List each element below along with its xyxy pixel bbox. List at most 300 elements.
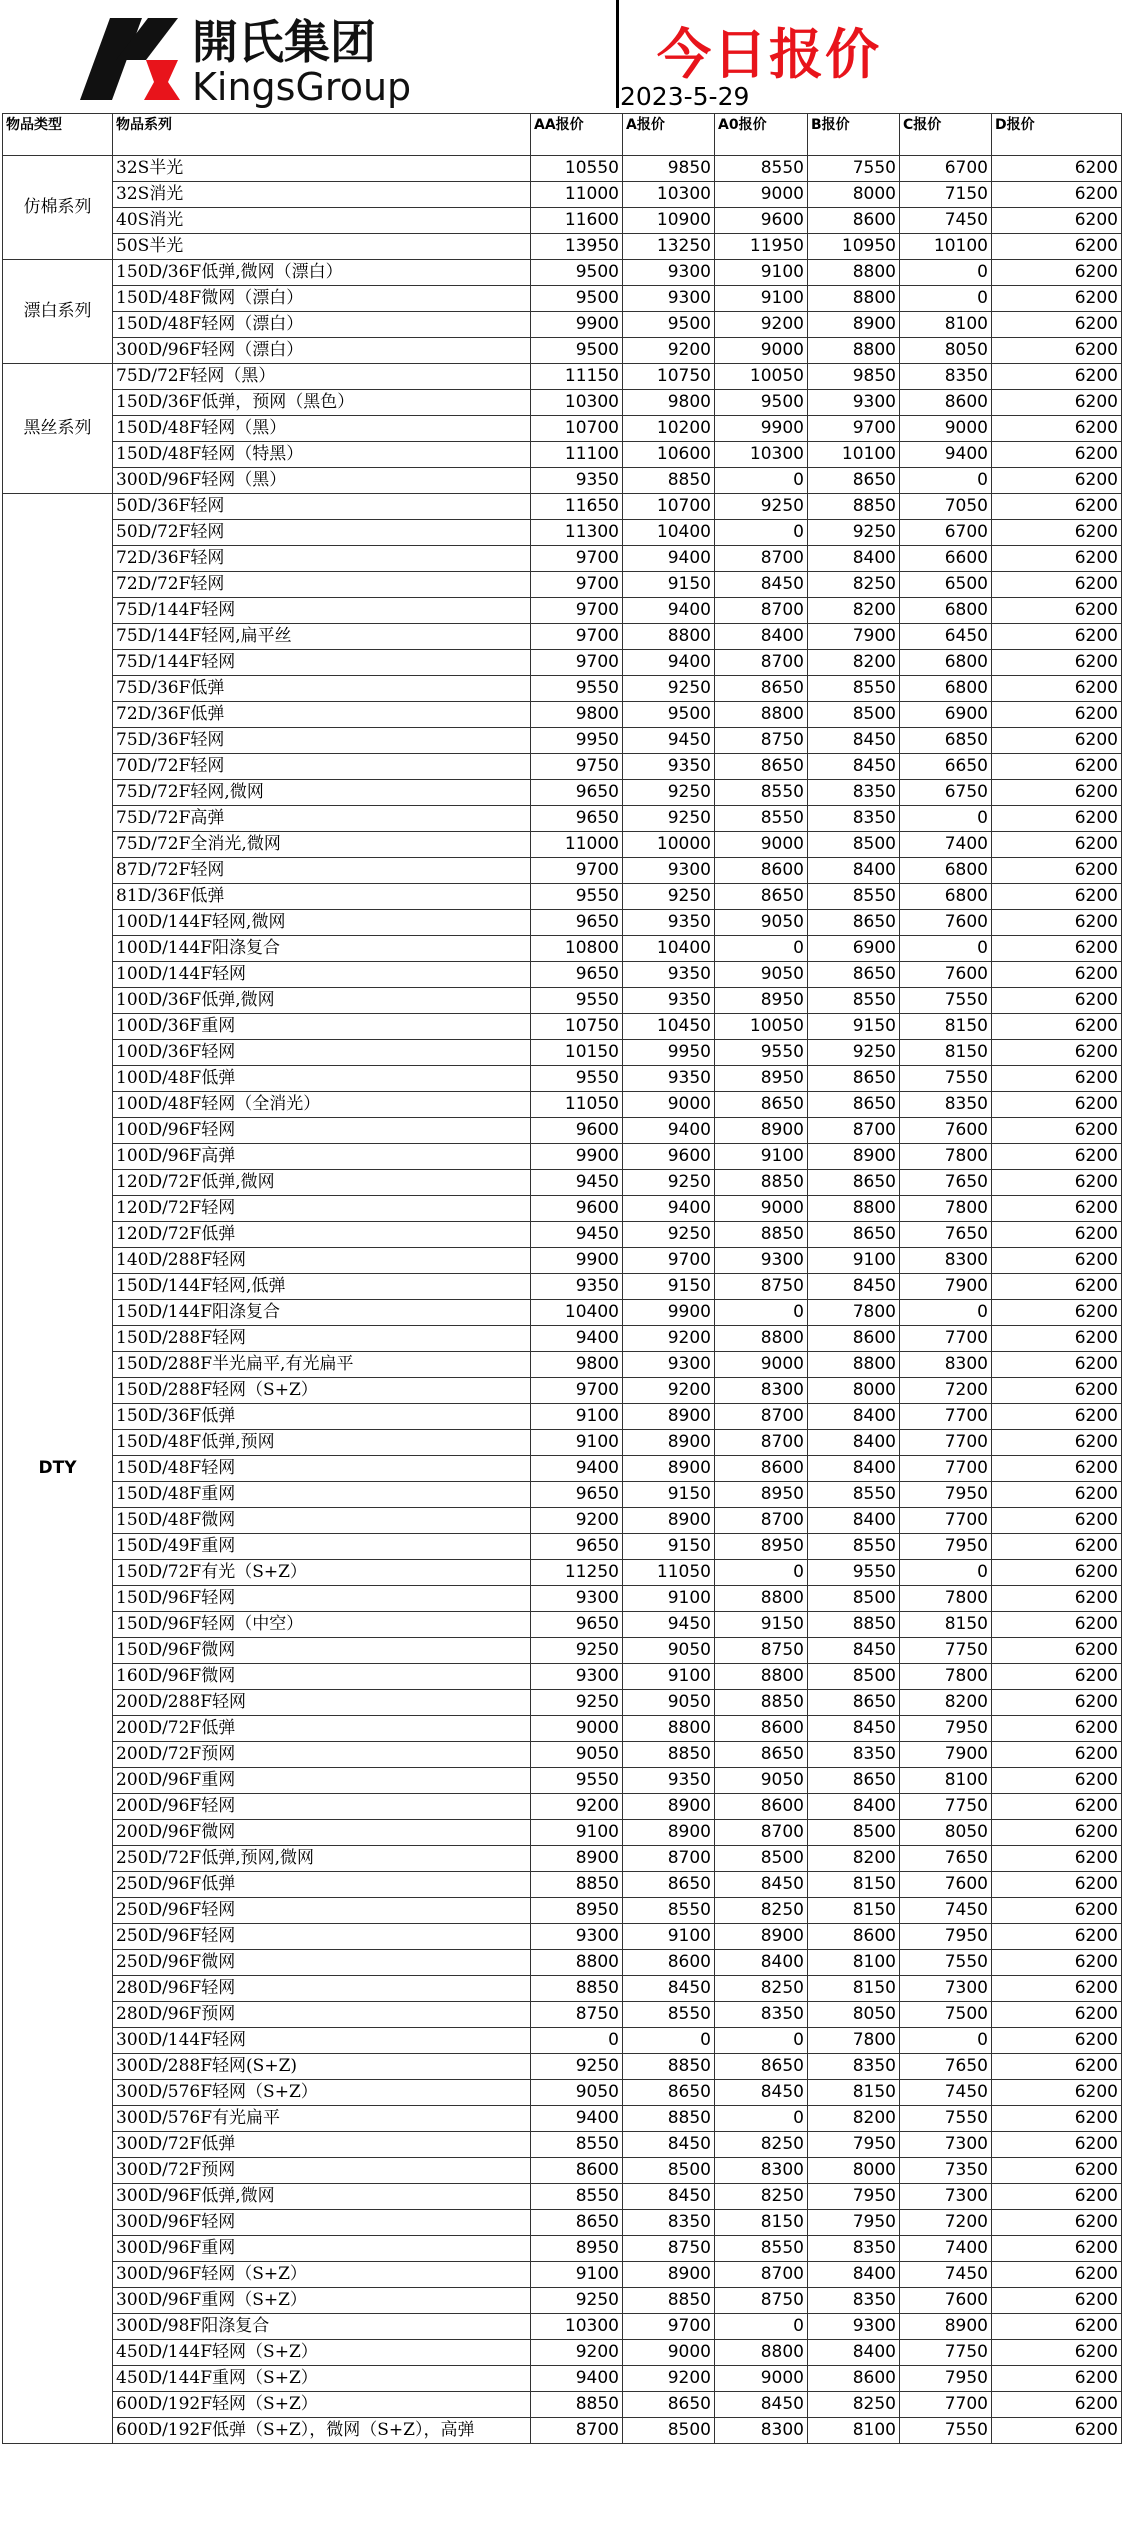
price-cell: 8900 bbox=[623, 1430, 715, 1456]
product-name-cell: 300D/72F低弹 bbox=[113, 2132, 531, 2158]
price-cell: 8650 bbox=[808, 1768, 900, 1794]
price-cell: 9700 bbox=[623, 2314, 715, 2340]
price-cell: 9300 bbox=[531, 1664, 623, 1690]
category-cell: 黑丝系列 bbox=[3, 364, 113, 494]
table-row bbox=[3, 598, 1122, 624]
price-cell: 6200 bbox=[992, 2002, 1122, 2028]
price-cell: 11000 bbox=[531, 182, 623, 208]
table-row bbox=[3, 962, 1122, 988]
price-cell: 8150 bbox=[900, 1040, 992, 1066]
price-cell: 8950 bbox=[715, 1066, 808, 1092]
price-cell: 7550 bbox=[808, 156, 900, 182]
price-cell: 9250 bbox=[623, 780, 715, 806]
price-cell: 0 bbox=[900, 806, 992, 832]
product-name-cell: 100D/96F轻网 bbox=[113, 1118, 531, 1144]
table-row bbox=[3, 2106, 1122, 2132]
price-cell: 9900 bbox=[715, 416, 808, 442]
price-cell: 0 bbox=[715, 1560, 808, 1586]
price-cell: 6200 bbox=[992, 806, 1122, 832]
price-cell: 8400 bbox=[808, 1794, 900, 1820]
product-name-cell: 200D/96F重网 bbox=[113, 1768, 531, 1794]
product-name-cell: 300D/144F轻网 bbox=[113, 2028, 531, 2054]
price-cell: 8650 bbox=[808, 1092, 900, 1118]
price-cell: 8100 bbox=[900, 312, 992, 338]
product-name-cell: 150D/288F轻网 bbox=[113, 1326, 531, 1352]
price-cell: 8300 bbox=[715, 2158, 808, 2184]
price-cell: 6200 bbox=[992, 910, 1122, 936]
price-cell: 10100 bbox=[900, 234, 992, 260]
price-cell: 9100 bbox=[715, 1144, 808, 1170]
price-cell: 9700 bbox=[531, 598, 623, 624]
product-name-cell: 300D/98F阳涤复合 bbox=[113, 2314, 531, 2340]
price-cell: 7150 bbox=[900, 182, 992, 208]
price-cell: 9450 bbox=[623, 1612, 715, 1638]
price-cell: 0 bbox=[900, 260, 992, 286]
price-cell: 9250 bbox=[531, 1690, 623, 1716]
price-cell: 8500 bbox=[808, 832, 900, 858]
price-cell: 8850 bbox=[808, 494, 900, 520]
price-cell: 9000 bbox=[623, 1092, 715, 1118]
price-cell: 8900 bbox=[808, 312, 900, 338]
price-cell: 7900 bbox=[808, 624, 900, 650]
category-cell: DTY bbox=[3, 494, 113, 2444]
table-row bbox=[3, 572, 1122, 598]
price-cell: 10600 bbox=[623, 442, 715, 468]
table-row bbox=[3, 832, 1122, 858]
table-row bbox=[3, 2418, 1122, 2444]
price-cell: 11050 bbox=[623, 1560, 715, 1586]
table-row bbox=[3, 910, 1122, 936]
price-cell: 7800 bbox=[900, 1196, 992, 1222]
price-cell: 7550 bbox=[900, 1066, 992, 1092]
price-cell: 9200 bbox=[531, 2340, 623, 2366]
product-name-cell: 100D/96F高弹 bbox=[113, 1144, 531, 1170]
table-row bbox=[3, 1482, 1122, 1508]
price-cell: 8550 bbox=[715, 156, 808, 182]
price-cell: 8500 bbox=[808, 702, 900, 728]
price-cell: 6200 bbox=[992, 1326, 1122, 1352]
price-cell: 9550 bbox=[531, 676, 623, 702]
price-cell: 9050 bbox=[715, 910, 808, 936]
price-cell: 9250 bbox=[623, 884, 715, 910]
price-cell: 8600 bbox=[715, 858, 808, 884]
price-cell: 9600 bbox=[531, 1196, 623, 1222]
price-cell: 6200 bbox=[992, 1690, 1122, 1716]
price-cell: 0 bbox=[900, 468, 992, 494]
price-cell: 6800 bbox=[900, 650, 992, 676]
price-cell: 6200 bbox=[992, 832, 1122, 858]
page-title: 今日报价 bbox=[657, 23, 881, 86]
price-cell: 9300 bbox=[808, 2314, 900, 2340]
price-cell: 6200 bbox=[992, 1404, 1122, 1430]
price-cell: 8700 bbox=[623, 1846, 715, 1872]
price-cell: 9650 bbox=[531, 806, 623, 832]
price-cell: 8900 bbox=[623, 2262, 715, 2288]
price-cell: 9600 bbox=[531, 1118, 623, 1144]
product-name-cell: 150D/48F低弹,预网 bbox=[113, 1430, 531, 1456]
price-cell: 8150 bbox=[808, 1898, 900, 1924]
product-name-cell: 32S半光 bbox=[113, 156, 531, 182]
price-cell: 8850 bbox=[623, 2288, 715, 2314]
price-cell: 9100 bbox=[623, 1664, 715, 1690]
product-name-cell: 150D/48F微网（漂白） bbox=[113, 286, 531, 312]
price-cell: 9150 bbox=[808, 1014, 900, 1040]
table-row bbox=[3, 1586, 1122, 1612]
price-cell: 6200 bbox=[992, 468, 1122, 494]
price-cell: 9000 bbox=[715, 2366, 808, 2392]
price-cell: 7050 bbox=[900, 494, 992, 520]
price-cell: 8150 bbox=[808, 1976, 900, 2002]
table-row bbox=[3, 208, 1122, 234]
product-name-cell: 150D/49F重网 bbox=[113, 1534, 531, 1560]
price-cell: 7950 bbox=[900, 1534, 992, 1560]
price-cell: 8950 bbox=[531, 2236, 623, 2262]
price-cell: 8950 bbox=[715, 1482, 808, 1508]
price-cell: 9000 bbox=[715, 1352, 808, 1378]
price-cell: 8500 bbox=[715, 1846, 808, 1872]
price-cell: 6600 bbox=[900, 546, 992, 572]
table-row bbox=[3, 338, 1122, 364]
price-cell: 6200 bbox=[992, 1742, 1122, 1768]
price-cell: 6200 bbox=[992, 1092, 1122, 1118]
price-cell: 8950 bbox=[531, 1898, 623, 1924]
price-cell: 8800 bbox=[715, 1664, 808, 1690]
product-name-cell: 150D/36F低弹,微网（漂白） bbox=[113, 260, 531, 286]
price-cell: 8800 bbox=[531, 1950, 623, 1976]
price-cell: 8550 bbox=[808, 884, 900, 910]
price-cell: 7200 bbox=[900, 1378, 992, 1404]
price-cell: 8550 bbox=[623, 1898, 715, 1924]
table-row bbox=[3, 2158, 1122, 2184]
table-row bbox=[3, 702, 1122, 728]
price-cell: 10750 bbox=[623, 364, 715, 390]
price-cell: 6200 bbox=[992, 1118, 1122, 1144]
col-header-b: B报价 bbox=[808, 114, 900, 156]
price-cell: 8450 bbox=[623, 1976, 715, 2002]
price-cell: 9400 bbox=[531, 1456, 623, 1482]
price-cell: 8700 bbox=[808, 1118, 900, 1144]
table-row bbox=[3, 780, 1122, 806]
price-cell: 6200 bbox=[992, 1274, 1122, 1300]
table-row bbox=[3, 2340, 1122, 2366]
product-name-cell: 150D/48F微网 bbox=[113, 1508, 531, 1534]
price-cell: 9200 bbox=[623, 338, 715, 364]
price-cell: 9700 bbox=[808, 416, 900, 442]
table-row bbox=[3, 2002, 1122, 2028]
product-name-cell: 300D/96F轻网（漂白） bbox=[113, 338, 531, 364]
product-name-cell: 100D/36F低弹,微网 bbox=[113, 988, 531, 1014]
product-name-cell: 75D/144F轻网,扁平丝 bbox=[113, 624, 531, 650]
table-row bbox=[3, 1664, 1122, 1690]
price-cell: 8000 bbox=[808, 2158, 900, 2184]
table-row bbox=[3, 2392, 1122, 2418]
table-row bbox=[3, 1716, 1122, 1742]
price-cell: 9550 bbox=[531, 988, 623, 1014]
price-cell: 9700 bbox=[531, 546, 623, 572]
price-cell: 8600 bbox=[808, 2366, 900, 2392]
table-row bbox=[3, 858, 1122, 884]
price-cell: 9700 bbox=[531, 858, 623, 884]
price-cell: 8650 bbox=[808, 910, 900, 936]
price-cell: 8800 bbox=[808, 338, 900, 364]
price-cell: 8750 bbox=[623, 2236, 715, 2262]
table-row bbox=[3, 2288, 1122, 2314]
price-cell: 8650 bbox=[623, 2080, 715, 2106]
logo-chinese-text: 開氏集团 bbox=[192, 15, 376, 69]
product-name-cell: 250D/96F低弹 bbox=[113, 1872, 531, 1898]
price-cell: 9300 bbox=[623, 260, 715, 286]
price-cell: 9850 bbox=[808, 364, 900, 390]
price-cell: 9200 bbox=[623, 1326, 715, 1352]
product-name-cell: 75D/144F轻网 bbox=[113, 598, 531, 624]
price-cell: 6200 bbox=[992, 1612, 1122, 1638]
price-cell: 7400 bbox=[900, 2236, 992, 2262]
price-cell: 7950 bbox=[808, 2184, 900, 2210]
price-cell: 8750 bbox=[715, 728, 808, 754]
price-cell: 7950 bbox=[900, 1924, 992, 1950]
price-cell: 10700 bbox=[623, 494, 715, 520]
price-cell: 8650 bbox=[808, 1222, 900, 1248]
product-name-cell: 75D/72F轻网,微网 bbox=[113, 780, 531, 806]
price-cell: 9150 bbox=[623, 1482, 715, 1508]
price-cell: 6200 bbox=[992, 962, 1122, 988]
price-cell: 8550 bbox=[808, 676, 900, 702]
table-row bbox=[3, 416, 1122, 442]
price-cell: 6200 bbox=[992, 1534, 1122, 1560]
price-cell: 9100 bbox=[715, 286, 808, 312]
price-cell: 9550 bbox=[808, 1560, 900, 1586]
price-cell: 9300 bbox=[531, 1586, 623, 1612]
price-cell: 7450 bbox=[900, 1898, 992, 1924]
price-cell: 8550 bbox=[715, 806, 808, 832]
product-name-cell: 120D/72F轻网 bbox=[113, 1196, 531, 1222]
price-cell: 9650 bbox=[531, 962, 623, 988]
price-cell: 8200 bbox=[808, 650, 900, 676]
price-cell: 6200 bbox=[992, 1586, 1122, 1612]
table-row bbox=[3, 1352, 1122, 1378]
price-cell: 8800 bbox=[808, 1352, 900, 1378]
product-name-cell: 250D/96F轻网 bbox=[113, 1898, 531, 1924]
price-cell: 8800 bbox=[808, 286, 900, 312]
price-cell: 7600 bbox=[900, 910, 992, 936]
price-cell: 8900 bbox=[623, 1404, 715, 1430]
price-cell: 6450 bbox=[900, 624, 992, 650]
price-cell: 8150 bbox=[900, 1014, 992, 1040]
price-cell: 6200 bbox=[992, 1950, 1122, 1976]
table-row bbox=[3, 2314, 1122, 2340]
price-cell: 8900 bbox=[623, 1508, 715, 1534]
price-cell: 8400 bbox=[808, 1456, 900, 1482]
product-name-cell: 150D/96F轻网 bbox=[113, 1586, 531, 1612]
table-row bbox=[3, 2028, 1122, 2054]
price-cell: 8900 bbox=[531, 1846, 623, 1872]
price-table-body bbox=[3, 156, 1122, 2444]
price-cell: 9200 bbox=[531, 1508, 623, 1534]
table-row bbox=[3, 364, 1122, 390]
price-cell: 7700 bbox=[900, 1430, 992, 1456]
price-cell: 0 bbox=[715, 2106, 808, 2132]
price-cell: 9100 bbox=[715, 260, 808, 286]
header-divider bbox=[616, 0, 619, 108]
price-cell: 8700 bbox=[715, 598, 808, 624]
price-cell: 7800 bbox=[808, 2028, 900, 2054]
table-row bbox=[3, 1560, 1122, 1586]
table-row bbox=[3, 442, 1122, 468]
price-cell: 9300 bbox=[715, 1248, 808, 1274]
price-cell: 8650 bbox=[623, 1872, 715, 1898]
price-cell: 8200 bbox=[900, 1690, 992, 1716]
table-row bbox=[3, 1430, 1122, 1456]
price-cell: 9950 bbox=[623, 1040, 715, 1066]
product-name-cell: 600D/192F轻网（S+Z） bbox=[113, 2392, 531, 2418]
price-cell: 6200 bbox=[992, 988, 1122, 1014]
table-row bbox=[3, 1508, 1122, 1534]
price-cell: 8700 bbox=[715, 1820, 808, 1846]
price-cell: 9350 bbox=[623, 988, 715, 1014]
price-cell: 8150 bbox=[715, 2210, 808, 2236]
price-cell: 8550 bbox=[715, 780, 808, 806]
price-cell: 9350 bbox=[623, 754, 715, 780]
table-row bbox=[3, 2236, 1122, 2262]
price-cell: 9000 bbox=[715, 832, 808, 858]
table-row bbox=[3, 2366, 1122, 2392]
price-cell: 11150 bbox=[531, 364, 623, 390]
price-cell: 9050 bbox=[531, 2080, 623, 2106]
price-cell: 7700 bbox=[900, 1508, 992, 1534]
price-cell: 8450 bbox=[715, 2080, 808, 2106]
price-cell: 6200 bbox=[992, 390, 1122, 416]
price-cell: 9100 bbox=[531, 1404, 623, 1430]
price-cell: 8350 bbox=[808, 2288, 900, 2314]
product-name-cell: 75D/36F低弹 bbox=[113, 676, 531, 702]
table-row bbox=[3, 1924, 1122, 1950]
product-name-cell: 300D/96F低弹,微网 bbox=[113, 2184, 531, 2210]
product-name-cell: 150D/48F轻网（黑） bbox=[113, 416, 531, 442]
price-cell: 7950 bbox=[900, 2366, 992, 2392]
product-name-cell: 300D/576F有光扁平 bbox=[113, 2106, 531, 2132]
price-cell: 10300 bbox=[531, 2314, 623, 2340]
price-cell: 8200 bbox=[808, 598, 900, 624]
price-cell: 8550 bbox=[623, 2002, 715, 2028]
price-cell: 8900 bbox=[623, 1820, 715, 1846]
price-cell: 9200 bbox=[715, 312, 808, 338]
price-cell: 9900 bbox=[531, 1144, 623, 1170]
product-name-cell: 200D/96F微网 bbox=[113, 1820, 531, 1846]
page-header bbox=[0, 0, 1123, 115]
price-cell: 6500 bbox=[900, 572, 992, 598]
product-name-cell: 250D/96F轻网 bbox=[113, 1924, 531, 1950]
price-cell: 8200 bbox=[808, 1846, 900, 1872]
table-row bbox=[3, 2054, 1122, 2080]
price-cell: 7950 bbox=[808, 2132, 900, 2158]
price-cell: 8900 bbox=[900, 2314, 992, 2340]
price-cell: 8700 bbox=[715, 546, 808, 572]
price-cell: 8600 bbox=[715, 1716, 808, 1742]
price-cell: 9350 bbox=[623, 962, 715, 988]
price-cell: 9400 bbox=[623, 1196, 715, 1222]
price-cell: 6200 bbox=[992, 338, 1122, 364]
price-cell: 6200 bbox=[992, 1430, 1122, 1456]
price-cell: 6200 bbox=[992, 1794, 1122, 1820]
price-cell: 8800 bbox=[715, 1326, 808, 1352]
product-name-cell: 75D/36F轻网 bbox=[113, 728, 531, 754]
price-cell: 6200 bbox=[992, 520, 1122, 546]
price-cell: 8600 bbox=[808, 208, 900, 234]
price-cell: 9000 bbox=[715, 1196, 808, 1222]
price-cell: 9250 bbox=[623, 1170, 715, 1196]
price-cell: 6200 bbox=[992, 754, 1122, 780]
price-cell: 8300 bbox=[900, 1352, 992, 1378]
price-cell: 8800 bbox=[808, 260, 900, 286]
price-cell: 6800 bbox=[900, 676, 992, 702]
price-cell: 9000 bbox=[715, 338, 808, 364]
logo-english-text: KingsGroup bbox=[192, 65, 412, 108]
price-cell: 6200 bbox=[992, 598, 1122, 624]
price-cell: 11600 bbox=[531, 208, 623, 234]
price-cell: 7550 bbox=[900, 2418, 992, 2444]
table-row bbox=[3, 1222, 1122, 1248]
price-cell: 6200 bbox=[992, 494, 1122, 520]
price-cell: 10300 bbox=[531, 390, 623, 416]
price-cell: 6200 bbox=[992, 364, 1122, 390]
product-name-cell: 72D/36F低弹 bbox=[113, 702, 531, 728]
price-cell: 8600 bbox=[715, 1456, 808, 1482]
table-row bbox=[3, 1300, 1122, 1326]
price-cell: 7450 bbox=[900, 208, 992, 234]
table-row bbox=[3, 494, 1122, 520]
product-name-cell: 100D/36F轻网 bbox=[113, 1040, 531, 1066]
price-cell: 8100 bbox=[808, 2418, 900, 2444]
price-cell: 6800 bbox=[900, 598, 992, 624]
price-cell: 10000 bbox=[623, 832, 715, 858]
price-cell: 8450 bbox=[715, 572, 808, 598]
price-cell: 9500 bbox=[623, 312, 715, 338]
price-cell: 9500 bbox=[531, 286, 623, 312]
price-cell: 6200 bbox=[992, 858, 1122, 884]
price-cell: 9350 bbox=[623, 910, 715, 936]
price-cell: 7600 bbox=[900, 1118, 992, 1144]
price-cell: 6200 bbox=[992, 1248, 1122, 1274]
product-name-cell: 100D/144F轻网,微网 bbox=[113, 910, 531, 936]
product-name-cell: 200D/72F低弹 bbox=[113, 1716, 531, 1742]
price-cell: 6200 bbox=[992, 728, 1122, 754]
price-cell: 8350 bbox=[900, 1092, 992, 1118]
price-cell: 9900 bbox=[531, 1248, 623, 1274]
price-cell: 8400 bbox=[808, 2262, 900, 2288]
table-row bbox=[3, 1820, 1122, 1846]
price-cell: 10400 bbox=[623, 936, 715, 962]
price-cell: 8150 bbox=[808, 2080, 900, 2106]
price-cell: 9800 bbox=[531, 702, 623, 728]
table-row bbox=[3, 1040, 1122, 1066]
price-cell: 6200 bbox=[992, 2314, 1122, 2340]
price-cell: 9250 bbox=[531, 1638, 623, 1664]
price-cell: 8350 bbox=[808, 806, 900, 832]
product-name-cell: 200D/72F预网 bbox=[113, 1742, 531, 1768]
price-cell: 6200 bbox=[992, 2028, 1122, 2054]
price-cell: 7400 bbox=[900, 832, 992, 858]
price-cell: 10700 bbox=[531, 416, 623, 442]
price-cell: 7550 bbox=[900, 2106, 992, 2132]
product-name-cell: 300D/72F预网 bbox=[113, 2158, 531, 2184]
table-row bbox=[3, 312, 1122, 338]
table-row bbox=[3, 1144, 1122, 1170]
price-cell: 7800 bbox=[900, 1664, 992, 1690]
price-cell: 9700 bbox=[531, 624, 623, 650]
price-cell: 8800 bbox=[715, 1586, 808, 1612]
price-cell: 8850 bbox=[531, 1976, 623, 2002]
table-row bbox=[3, 2132, 1122, 2158]
